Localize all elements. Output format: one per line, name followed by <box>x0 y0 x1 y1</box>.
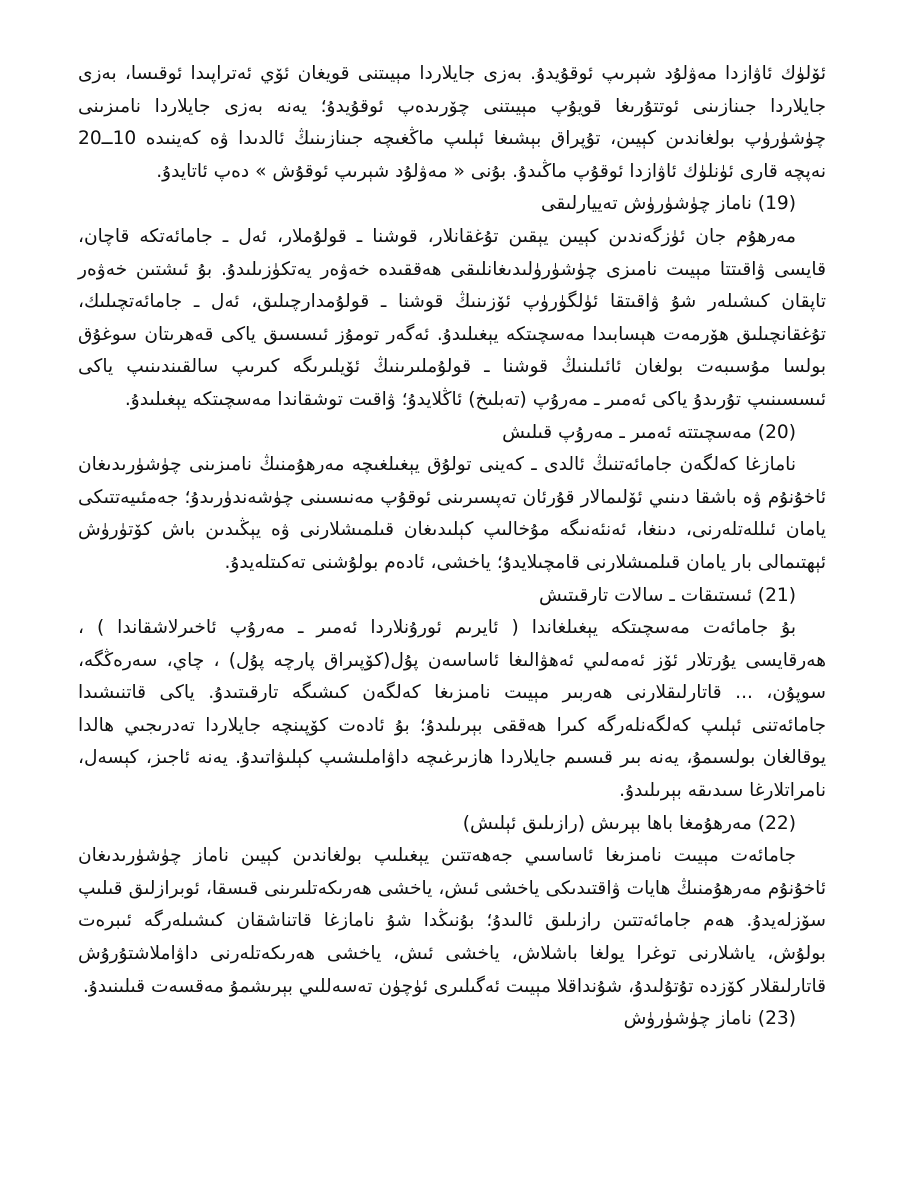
paragraph-prayer-preparation: مەرھۇم جان ئۈزگەندىن كېيىن يېقىن تۇغقانلار، قوشنا ـ قولۇملار، ئەل ـ جامائەتكە قاچان، قايسى ۋاقىتتا مېيىت نامىزى چۈشۈرۈلىدىغانلىقى ھەققىدە خەۋەر يەتكۈزىلىدۇ. بۇ ئىشتىن خەۋەر تاپقان كىشىلەر شۇ ۋاقىتقا ئۈلگۈرۈپ ئۆزىنىڭ قوشنا ـ قولۇمدارچىلىق، ئەل ـ جامائەتچىلىك، تۇغقانچىلىق ھۆرمەت ھېسابىدا مەسچىتكە يېغىلىدۇ. ئەگەر تومۇز ئىسسىق ياكى قەھرىتان سوغۇق بولسا مۇسىبەت بولغان ئائىلىنىڭ قوشنا ـ قولۇملىرىنىڭ ئۆيلىرىگە كىرىپ سالقىندىنىپ ياكى ئىسسىنىپ تۇرىدۇ ياكى ئەمىر ـ مەرۇپ (تەبلىخ) ئاڭلايدۇ؛ ۋاقىت توشقاندا مەسچىتكە يېغىلىدۇ. <box>78 225 826 410</box>
section-heading-20: (20) مەسچىتتە ئەمىر ـ مەرۇپ قىلىش <box>502 421 796 443</box>
section-heading-21: (21) ئىستىقات ـ سالات تارقىتىش <box>538 584 796 606</box>
paragraph-alms-distribution: بۇ جامائەت مەسچىتكە يېغىلغاندا ( ئايرىم ئورۇنلاردا ئەمىر ـ مەرۇپ ئاخىرلاشقاندا ) ، ھەرقايسى يۇرتلار ئۆز ئەمەلىي ئەھۋالىغا ئاساسەن پۇل(كۆپىراق پارچە پۇل) ، چاي، سەرەڭگە، سوپۇن، ... قاتارلىقلارنى ھەربىر مېيىت نامىزىغا كەلگەن كىشىگە تارقىتىدۇ. ياكى قاتنىشىدا جامائەتنى ئېلىپ كەلگەنلەرگە كىرا ھەققى بېرىلىدۇ؛ بۇ ئادەت كۆپىنچە جايلاردا تەدرىجىي ھالدا يوقالغان بولسىمۇ، يەنە بىر قىسىم جايلاردا ھازىرغىچە داۋاملىشىپ كېلىۋاتىدۇ. يەنە ئاجىز، كېسەل، نامراتلارغا سىدىقە بېرىلىدۇ. <box>78 617 826 802</box>
section-heading-19: (19) ناماز چۈشۈرۈش تەييارلىقى <box>540 193 796 215</box>
document-page <box>78 58 826 1036</box>
section-heading-23: (23) ناماز چۈشۈرۈش <box>623 1008 796 1030</box>
paragraph-deceased-praise: جامائەت مېيىت نامىزىغا ئاساسىي جەھەتتىن يېغىلىپ بولغاندىن كېيىن ناماز چۈشۈرىدىغان ئاخۇنۇم مەرھۇمنىڭ ھايات ۋاقتىدىكى ياخشى ئىش، ياخشى ھەرىكەتلىرىنى قىسقا، ئوبرازلىق قىلىپ سۆزلەيدۇ. ھەم جامائەتتىن رازىلىق ئالىدۇ؛ بۇنىڭدا شۇ نامازغا قاتناشقان كىشىلەرگە ئىبرەت بولۇش، ياشلارنى توغرا يولغا باشلاش، ياخشى ئىش، ياخشى ھەرىكەتلەرنى داۋاملاشتۇرۇش قاتارلىقلار كۆزدە تۇتۇلىدۇ، شۇنداقلا مېيىت ئەگىلىرى ئۈچۈن تەسەللىي بېرىشمۇ مەقسەت قىلىنىدۇ. <box>78 845 826 997</box>
section-heading-22: (22) مەرھۇمغا باھا بېرىش (رازىلىق ئېلىش) <box>462 812 796 834</box>
paragraph-mawlud-reading: ئۆلۈك ئاۋازدا مەۋلۇد شېرىپ ئوقۇيدۇ. بەزى جايلاردا مېيىتنى قويغان ئۆي ئەتراپىدا ئوقىسا، بەزى جايلاردا جىنازىنى ئوتتۇرىغا قويۇپ مېيىتنى چۆرىدەپ ئوقۇيدۇ؛ يەنە بەزى جايلاردا نامىزىنى چۈشۈرۈپ بولغاندىن كېيىن، تۇپراق بېشىغا ئېلىپ ماڭغىچە جىنازىنىڭ ئالدىدا ۋە كەينىدە 10ــ20 نەپچە قارى ئۈنلۈك ئاۋازدا ئوقۇپ ماڭىدۇ. بۇنى « مەۋلۇد شېرىپ ئوقۇش » دەپ ئاتايدۇ. <box>78 63 826 182</box>
paragraph-mosque-sermon: نامازغا كەلگەن جامائەتنىڭ ئالدى ـ كەينى تولۇق يېغىلغىچە مەرھۇمنىڭ نامىزىنى چۈشۈرىدىغان ئاخۇنۇم ۋە باشقا دىنىي ئۆلىمالار قۇرئان تەپسىرىنى ئوقۇپ مەنىسىنى چۈشەندۈرىدۇ؛ جەمئىيەتتىكى يامان ئىللەتلەرنى، دىنغا، ئەنئەنىگە مۇخالىپ كېلىدىغان قىلمىشلارنى ۋە يېڭىدىن باش كۆتۈرۈش ئېھتىمالى بار يامان قىلمىشلارنى قامچىلايدۇ؛ ياخشى، ئادەم بولۇشنى تەكىتلەيدۇ. <box>78 454 826 573</box>
